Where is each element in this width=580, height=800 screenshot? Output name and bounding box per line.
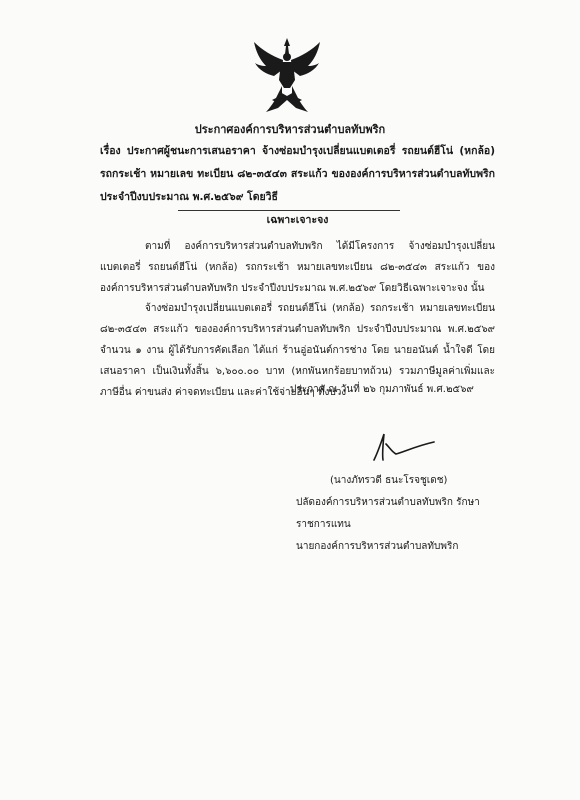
divider-rule	[178, 210, 400, 211]
document-heading: ประกาศองค์การบริหารส่วนตำบลทับพริก	[194, 123, 386, 136]
subject-line-1: เรื่อง ประกาศผู้ชนะการเสนอราคา จ้างซ่อมบำรุงเปลี่ยนแบตเตอรี่ รถยนต์ฮีโน่ (หกล้อ) รถกระเช้า หมายเลข	[100, 145, 495, 180]
subject-line-2: ทะเบียน ๘๒-๓๕๔๓ สระแก้ว ขององค์การบริหารส่วนตำบลทับพริก ประจำปีงบประมาณ พ.ศ.๒๕๖๙ โดยวิธี	[100, 168, 495, 203]
body-paragraph-2: จ้างซ่อมบำรุงเปลี่ยนแบตเตอรี่ รถยนต์ฮีโน่ (หกล้อ) รถกระเช้า หมายเลขทะเบียน ๘๒-๓๕๔๓ สระแก้ว ขององค์การบริหารส่วนตำบลทับพริก ประจำปีงบประมาณ พ.ศ.๒๕๖๙ จำนวน ๑ งาน ผู้ได้รับการคัดเลือก ได้แก่ ร้านอู่อนันต์การช่าง โดย นายอนันต์ น้ำใจดี โดยเสนอราคา เป็นเงินทั้งสิ้น ๖,๖๐๐.๐๐ บาท (หกพันหกร้อยบาทถ้วน) รวมภาษีมูลค่าเพิ่มและภาษีอื่น ค่าขนส่ง ค่าจดทะเบียน และค่าใช้จ่ายอื่นๆ ทั้งปวง	[100, 303, 495, 398]
announcement-date: ประกาศ ณ วันที่ ๒๖ กุมภาพันธ์ พ.ศ.๒๕๖๙	[290, 384, 474, 395]
body-paragraph-1: ตามที่ องค์การบริหารส่วนตำบลทับพริก ได้มีโครงการ จ้างซ่อมบำรุงเปลี่ยนแบตเตอรี่ รถยนต์ฮีโน่ (หกล้อ) รถกระเช้า หมายเลขทะเบียน ๘๒-๓๕๔๓ สระแก้ว ขององค์การบริหารส่วนตำบลทับพริก ประจำปีงบประมาณ พ.ศ.๒๕๖๙ โดยวิธีเฉพาะเจาะจง นั้น	[100, 241, 495, 294]
signature-block	[296, 470, 496, 558]
handwritten-signature	[368, 430, 438, 466]
signer-title-1: ปลัดองค์การบริหารส่วนตำบลทับพริก รักษาราชการแทน	[296, 497, 480, 530]
signer-name: (นางภัทรวดี ธนะโรจชูเดช)	[330, 475, 448, 486]
subject-line-3: เฉพาะเจาะจง	[266, 214, 329, 226]
signer-title-2: นายกองค์การบริหารส่วนตำบลทับพริก	[296, 541, 459, 552]
garuda-emblem-icon	[252, 36, 322, 114]
document-subject	[100, 140, 495, 232]
